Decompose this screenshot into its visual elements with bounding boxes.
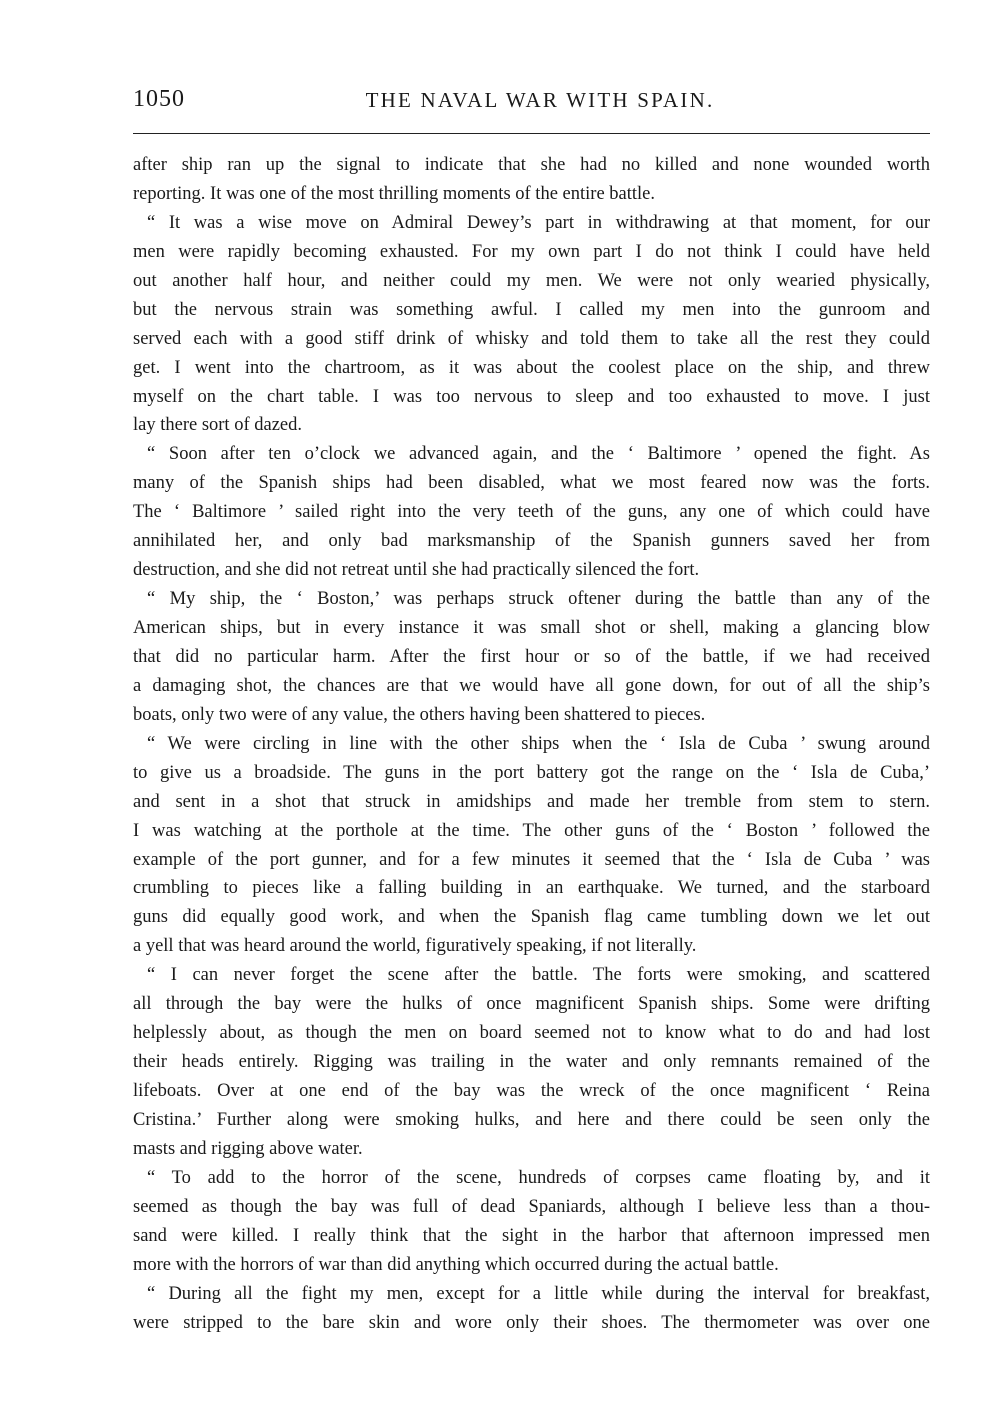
- text-line: lay there sort of dazed.: [133, 415, 302, 436]
- paragraph: [133, 151, 930, 209]
- text-line: after ship ran up the signal to indicate that she had no killed and none wounded worth: [133, 155, 930, 175]
- text-line: and sent in a shot that struck in amidships and made her tremble from stem to stern.: [133, 791, 930, 812]
- text-line: example of the port gunner, and for a few minutes it seemed that the ‘ Isla de Cuba ’ was: [133, 849, 930, 870]
- text-line: sand were killed. I really think that the sight in the harbor that afternoon impressed men: [133, 1225, 930, 1246]
- text-line: crumbling to pieces like a falling building in an earthquake. We turned, and the starboard: [133, 878, 930, 899]
- text-line: “ To add to the horror of the scene, hundreds of corpses came floating by, and it: [147, 1167, 930, 1188]
- text-line: lifeboats. Over at one end of the bay was the wreck of the once magnificent ‘ Reina: [133, 1081, 930, 1101]
- paragraph: [133, 1280, 930, 1338]
- text-line: “ During all the fight my men, except for a little while during the interval for breakfast,: [147, 1283, 930, 1304]
- text-line: reporting. It was one of the most thrilling moments of the entire battle.: [133, 183, 655, 204]
- text-line: helplessly about, as though the men on board seemed not to know what to do and had lost: [133, 1023, 930, 1044]
- text-line: seemed as though the bay was full of dead Spaniards, although I believe less than a thou-: [133, 1196, 930, 1217]
- text-line: all through the bay were the hulks of once magnificent Spanish ships. Some were drifting: [133, 994, 930, 1015]
- text-line: men were rapidly becoming exhausted. For my own part I do not think I could have held: [133, 241, 930, 262]
- text-line: a yell that was heard around the world, figuratively speaking, if not literally.: [133, 936, 697, 957]
- text-line: a damaging shot, the chances are that we would have all gone down, for out of all the ship’s: [133, 675, 930, 696]
- text-line: guns did equally good work, and when the Spanish flag came tumbling down we let out: [133, 907, 930, 928]
- text-line: “ Soon after ten o’clock we advanced again, and the ‘ Baltimore ’ opened the fight. As: [147, 444, 930, 465]
- paragraph: [133, 961, 930, 1164]
- text-line: served each with a good stiff drink of whisky and told them to take all the rest they could: [133, 328, 930, 349]
- text-line: annihilated her, and only bad marksmanship of the Spanish gunners saved her from: [133, 531, 930, 552]
- paragraph: [133, 1164, 930, 1280]
- text-line: to give us a broadside. The guns in the port battery got the range on the ‘ Isla de Cuba,’: [133, 762, 930, 783]
- text-line: out another half hour, and neither could my men. We were not only wearied physically,: [133, 270, 930, 291]
- text-line: their heads entirely. Rigging was trailing in the water and only remnants remained of the: [133, 1052, 930, 1073]
- text-line: but the nervous strain was something awful. I called my men into the gunroom and: [133, 299, 930, 320]
- paragraph: [133, 730, 930, 962]
- text-line: more with the horrors of war than did anything which occurred during the actual battle.: [133, 1254, 779, 1275]
- paragraph: [133, 209, 930, 441]
- text-line: that did no particular harm. After the first hour or so of the battle, if we had received: [133, 646, 930, 667]
- text-line: many of the Spanish ships had been disabled, what we most feared now was the forts.: [133, 473, 930, 494]
- text-line: “ We were circling in line with the other ships when the ‘ Isla de Cuba ’ swung around: [147, 733, 930, 754]
- text-line: boats, only two were of any value, the others having been shattered to pieces.: [133, 704, 706, 725]
- page-number: 1050: [133, 86, 185, 112]
- text-line: “ My ship, the ‘ Boston,’ was perhaps struck oftener during the battle than any of the: [147, 589, 930, 610]
- text-line: get. I went into the chartroom, as it was about the coolest place on the ship, and threw: [133, 357, 930, 378]
- paragraph: [133, 440, 930, 585]
- running-title: THE NAVAL WAR WITH SPAIN.: [365, 88, 715, 112]
- text-line: were stripped to the bare skin and wore only their shoes. The thermometer was over one: [133, 1312, 930, 1333]
- text-line: “ I can never forget the scene after the battle. The forts were smoking, and scattered: [147, 965, 930, 986]
- text-line: destruction, and she did not retreat until she had practically silenced the fort.: [133, 560, 700, 581]
- text-line: Cristina.’ Further along were smoking hulks, and here and there could be seen only the: [133, 1109, 930, 1130]
- paragraph: [133, 585, 930, 730]
- text-line: masts and rigging above water.: [133, 1138, 363, 1159]
- header-rule: [133, 133, 930, 134]
- text-line: “ It was a wise move on Admiral Dewey’s part in withdrawing at that moment, for our: [147, 212, 930, 233]
- text-line: The ‘ Baltimore ’ sailed right into the very teeth of the guns, any one of which could have: [133, 502, 930, 523]
- text-line: American ships, but in every instance it was small shot or shell, making a glancing blow: [133, 618, 930, 638]
- body-text: [133, 151, 930, 1337]
- text-line: I was watching at the porthole at the time. The other guns of the ‘ Boston ’ followed the: [133, 820, 930, 841]
- text-line: myself on the chart table. I was too nervous to sleep and too exhausted to move. I just: [133, 386, 930, 407]
